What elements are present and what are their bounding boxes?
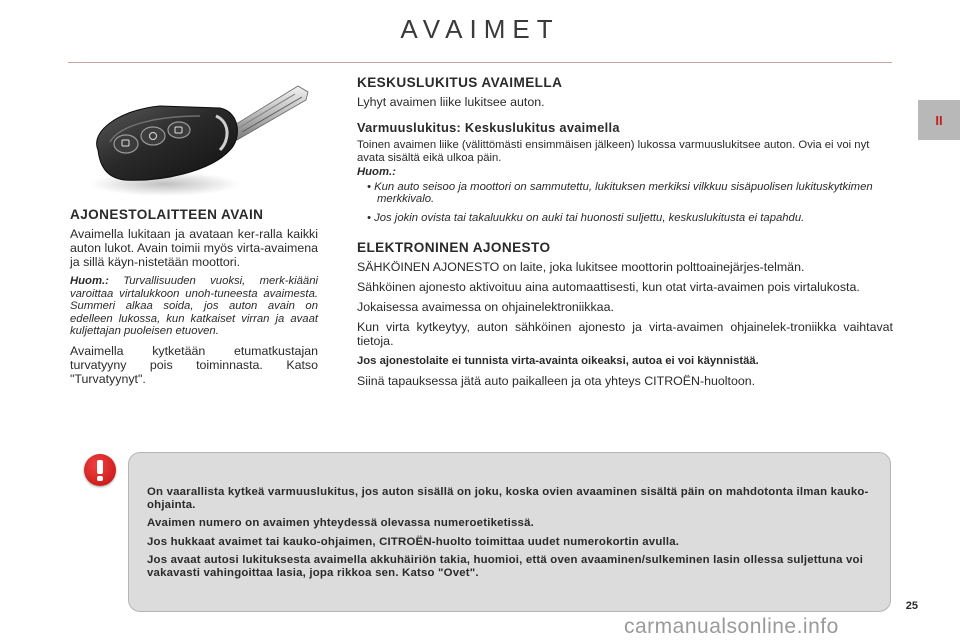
electronic-immobiliser-heading: ELEKTRONINEN AJONESTO [357,239,551,255]
warning-p2: Avaimen numero on avaimen yhteydessä olevassa numeroetiketissä. [147,517,534,530]
deadlocking-note-label: Huom.: [357,166,396,179]
right-column [357,76,893,394]
left-column [70,208,318,392]
airbag-note: Avaimella kytketään etumatkustajan turvatyyny pois toiminnasta. Katso "Turvatyynyt". [70,343,318,386]
deadlocking-heading: Varmuuslukitus: Keskuslukitus avaimella [357,120,620,135]
deadlocking-bullet-2: • Jos jokin ovista tai takaluukku on auki tai huonosti suljettu, keskuslukitusta ei tapahdu. [367,211,805,224]
immobiliser-p3: Jokaisessa avaimessa on ohjainelektroniikkaa. [357,299,614,314]
immobiliser-p5: Siinä tapauksessa jätä auto paikalleen ja ota yhteys CITROËN-huoltoon. [357,373,756,388]
immobiliser-p2: Sähköinen ajonesto aktivoituu aina automaattisesti, kun otat virta-avaimen pois virtalukosta. [357,279,860,294]
central-locking-heading: KESKUSLUKITUS AVAIMELLA [357,75,563,90]
immobiliser-warning-line: Jos ajonestolaite ei tunnista virta-avainta oikeaksi, autoa ei voi käynnistää. [357,354,759,367]
key-description: Avaimella lukitaan ja avataan ker-ralla kaikki auton lukot. Avain toimii myös virta-avaimena ja sillä käyn-nistetään moottori. [70,227,318,269]
warning-p4: Jos avaat autosi lukituksesta avaimella akkuhäiriön takia, huomioi, että oven avaaminen/sulkeminen lasin ollessa suljettuna voi vakavasti vahingoittaa lasia, jopa rikkoa sen. Katso "Ovet". [147,554,864,579]
immobiliser-p1: SÄHKÖINEN AJONESTO on laite, joka lukitsee moottorin polttoainejärjes-telmän. [357,259,805,274]
key-note [70,275,318,338]
exclamation-icon [84,454,116,486]
deadlocking-text: Toinen avaimen liike (välittömästi ensimmäisen jälkeen) lukossa varmuuslukitsee auton. Ovia ei voi nyt avata sisältä eikä ulkoa päin. [357,139,870,164]
key-fob-image [70,72,320,202]
immobiliser-key-heading: AJONESTOLAITTEEN AVAIN [70,207,264,222]
page-number: 25 [905,600,918,612]
deadlocking-bullet-1: • Kun auto seisoo ja moottori on sammutettu, lukituksen merkiksi vilkkuu sisäpuolisen lukituskytkimen merkkivalo. [367,180,873,206]
warning-box [128,452,891,612]
page-title: AVAIMET [400,14,560,44]
warning-p3: Jos hukkaat avaimet tai kauko-ohjaimen, CITROËN-huolto toimittaa uudet numerokortin avulla. [147,535,680,548]
watermark: carmanualsonline.info [624,615,839,638]
chapter-tab[interactable]: II [918,100,960,140]
central-locking-text: Lyhyt avaimen liike lukitsee auton. [357,95,545,109]
car-key-icon [70,72,320,202]
note-text: Turvallisuuden vuoksi, merk-kiääni varoittaa virtalukkoon unoh-tuneesta avaimesta. Summeri alkaa soida, jos auton avain on edelleen lukossa, kun katkaiset virran ja avaat kuljettajan puoleisen etuoven. [70,275,318,338]
immobiliser-p4: Kun virta kytkeytyy, auton sähköinen ajonesto ja virta-avaimen ohjainelek-troniikka vaihtavat tietoja. [357,319,893,348]
note-label: Huom.: [70,275,109,287]
title-divider [68,62,892,63]
warning-p1: On vaarallista kytkeä varmuuslukitus, jos auton sisällä on joku, koska ovien avaaminen sisältä päin on mahdotonta ilman kauko-ohjainta. [147,486,869,511]
